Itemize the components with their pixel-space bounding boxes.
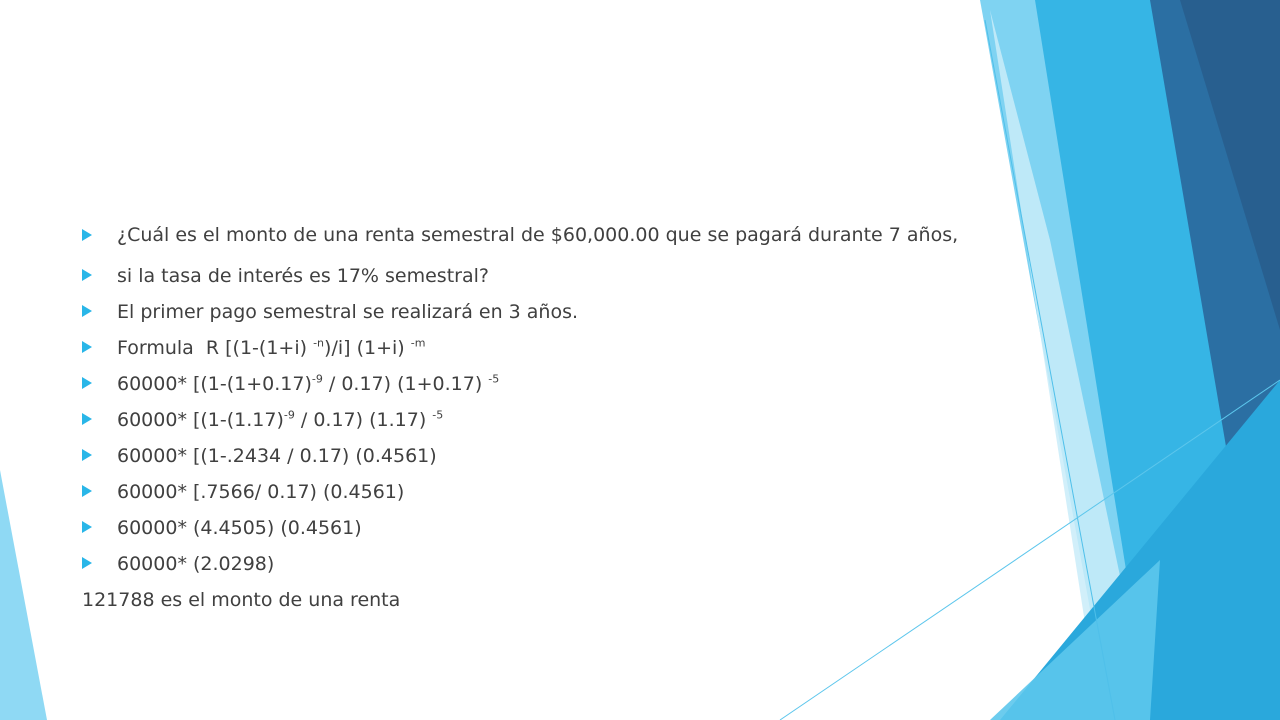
conclusion-text: 121788 es el monto de una renta — [82, 589, 401, 611]
bullet-text: 60000* [(1-.2434 / 0.17) (0.4561) — [117, 445, 437, 467]
formula-middle: )/i] (1+i) — [324, 337, 411, 359]
bullet-arrow-icon — [82, 377, 92, 389]
bullet-text: 60000* [.7566/ 0.17) (0.4561) — [117, 481, 405, 503]
bullet-arrow-icon — [82, 485, 92, 497]
bullet-text: El primer pago semestral se realizará en 3 años. — [117, 301, 579, 323]
bullet-item — [82, 302, 962, 322]
calc-exponent-1: -9 — [311, 372, 323, 386]
calc-prefix: 60000* [(1-(1+0.17) — [117, 373, 312, 395]
calc-exponent-2: -5 — [432, 408, 444, 422]
bullet-arrow-icon — [82, 521, 92, 533]
calc-exponent-2: -5 — [488, 372, 500, 386]
calc-prefix: 60000* [(1-(1.17) — [117, 409, 284, 431]
lower-light-triangle — [990, 560, 1160, 720]
formula-prefix: Formula R [(1-(1+i) — [117, 337, 314, 359]
bullet-item-calc — [82, 518, 962, 538]
bullet-item-calc — [82, 482, 962, 502]
bullet-arrow-icon — [82, 305, 92, 317]
calc-middle: / 0.17) (1.17) — [294, 409, 433, 431]
bullet-arrow-icon — [82, 341, 92, 353]
bullet-arrow-icon — [82, 229, 92, 241]
bullet-arrow-icon — [82, 557, 92, 569]
bullet-arrow-icon — [82, 449, 92, 461]
calc-middle: / 0.17) (1+0.17) — [322, 373, 489, 395]
left-edge-decoration — [0, 470, 47, 720]
bullet-arrow-icon — [82, 413, 92, 425]
bullet-item-calc — [82, 410, 962, 430]
bullet-item-calc — [82, 554, 962, 574]
formula-exponent-m: -m — [410, 336, 426, 350]
bullet-item — [82, 226, 962, 245]
formula-exponent-n: -n — [313, 336, 325, 350]
bullet-item-formula — [82, 338, 962, 358]
bullet-text: si la tasa de interés es 17% semestral? — [117, 265, 489, 287]
bullet-text: 60000* (4.4505) (0.4561) — [117, 517, 362, 539]
bullet-text: ¿Cuál es el monto de una renta semestral de $60,000.00 que se pagará durante 7 años, — [117, 224, 959, 246]
bullet-arrow-icon — [82, 269, 92, 281]
slide-content — [82, 226, 962, 610]
bullet-item-calc — [82, 374, 962, 394]
bullet-text: 60000* (2.0298) — [117, 553, 275, 575]
bullet-item — [82, 266, 962, 286]
bullet-item-calc — [82, 446, 962, 466]
calc-exponent-1: -9 — [283, 408, 295, 422]
